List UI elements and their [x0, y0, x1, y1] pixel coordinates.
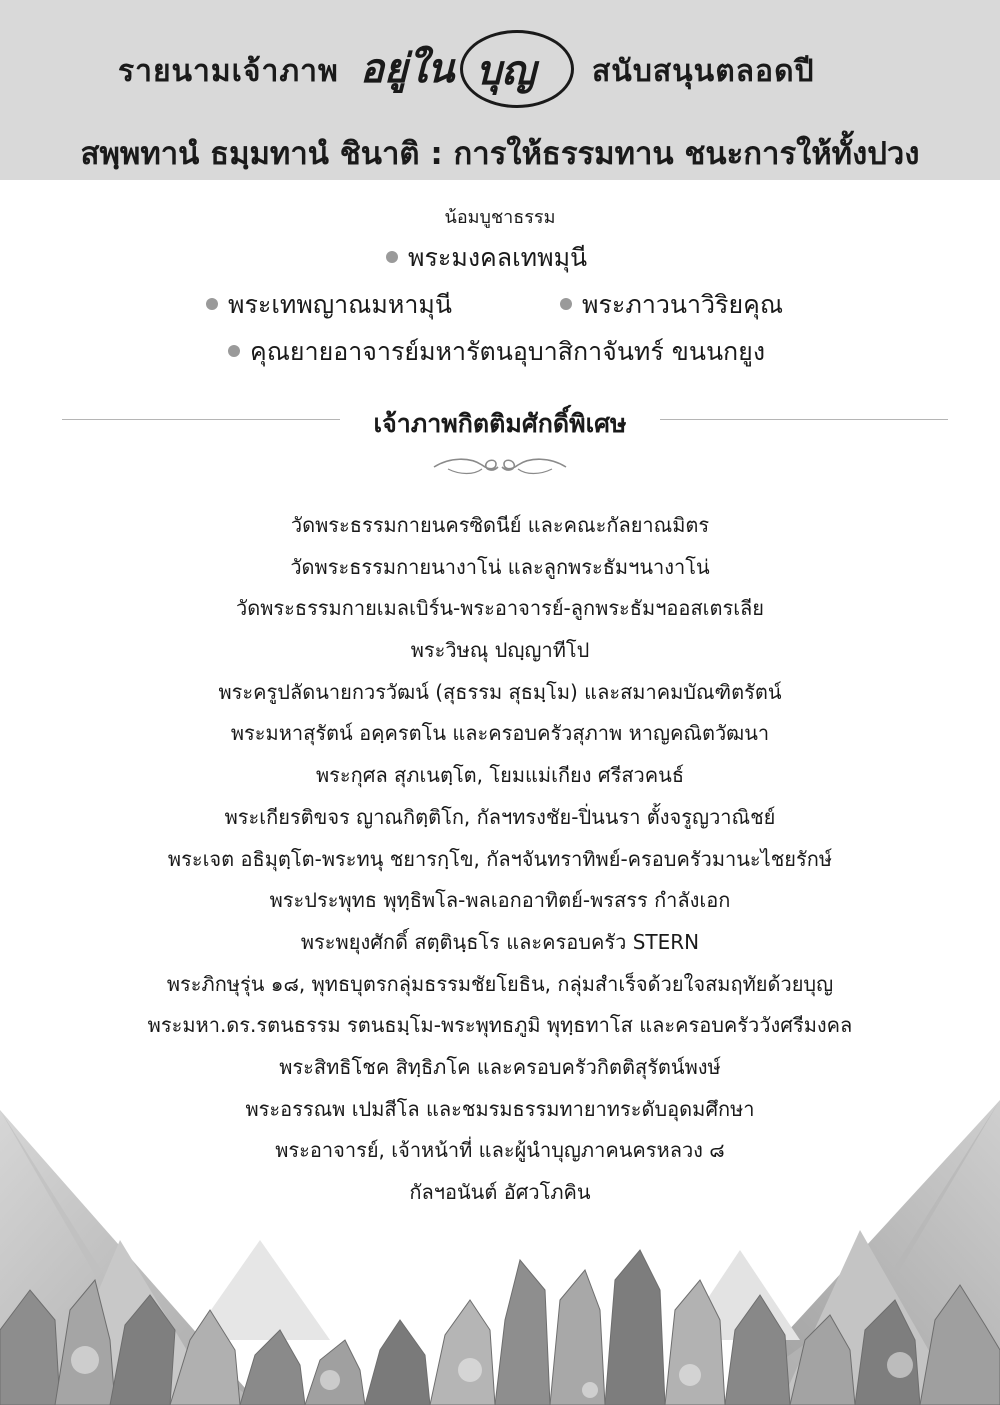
- sponsor-item: พระอรรณพ เปมสีโล และชมรมธรรมทายาทระดับอุดมศึกษา: [245, 1096, 755, 1121]
- header-title-row: [0, 40, 1000, 100]
- logo-text-b: บุญ: [476, 47, 536, 94]
- header-left-text: รายนามเจ้าภาพ: [118, 54, 339, 89]
- monk-name: พระเทพญาณมหามุนี: [228, 290, 452, 319]
- bullet-icon: [206, 298, 218, 310]
- monk-name: พระภาวนาวิริยคุณ: [582, 290, 784, 319]
- logo-text-a: อยู่ใน: [360, 45, 455, 92]
- devotion-label: น้อมบูชาธรรม: [444, 207, 556, 228]
- sponsor-list: [0, 507, 1000, 1216]
- bullet-icon: [228, 345, 240, 357]
- monk-item: [228, 332, 765, 372]
- sponsor-item: วัดพระธรรมกายนครซิดนีย์ และคณะกัลยาณมิตร: [290, 513, 710, 537]
- sponsor-item: วัดพระธรรมกายนางาโน่ และลูกพระธัมฯนางาโน่: [290, 554, 710, 579]
- bullet-icon: [386, 251, 398, 263]
- section-title: เจ้าภาพกิตติมศักดิ์พิเศษ: [373, 409, 627, 438]
- sponsor-item: พระกุศล สุภเนตฺโต, โยมแม่เกียง ศรีสวคนธ์: [315, 763, 685, 788]
- flourish-ornament-icon: [430, 455, 570, 477]
- monk-item: [386, 238, 587, 278]
- sponsor-item: กัลฯอนันต์ อัศวโภคิน: [409, 1180, 591, 1204]
- monk-item: [206, 285, 452, 325]
- sponsor-item: พระพยุงศักดิ์ สตฺตินฺธโร และครอบครัว STERN: [300, 929, 700, 954]
- bullet-icon: [560, 298, 572, 310]
- sponsor-item: วัดพระธรรมกายเมลเบิร์น-พระอาจารย์-ลูกพระธัมฯออสเตรเลีย: [235, 596, 765, 621]
- monk-name: พระมงคลเทพมุนี: [408, 243, 588, 272]
- sponsor-item: พระอาจารย์, เจ้าหน้าที่ และผู้นำบุญภาคนครหลวง ๘: [275, 1138, 725, 1163]
- motto: สพฺพทานํ ธมฺมทานํ ชินาติ : การให้ธรรมทาน ชนะการให้ทั้งปวง: [80, 136, 920, 172]
- sponsor-item: พระภิกษุรุ่น ๑๘, พุทธบุตรกลุ่มธรรมชัยโยธิน, กลุ่มสำเร็จด้วยใจสมฤทัยด้วยบุญ: [166, 971, 834, 996]
- sponsor-item: พระมหาสุรัตน์ อคฺครตโน และครอบครัวสุภาพ หาญคณิตวัฒนา: [230, 721, 770, 746]
- monk-item: [560, 285, 783, 325]
- sponsor-item: พระเกียรติขจร ญาณกิตฺติโก, กัลฯทรงชัย-ปิ่นนรา ตั้งจรูญวาณิชย์: [224, 804, 776, 829]
- sponsor-item: พระเจต อธิมุตฺโต-พระทนุ ชยารกฺโข, กัลฯจันทราทิพย์-ครอบครัวมานะไชยรักษ์: [167, 846, 833, 871]
- monk-name: คุณยายอาจารย์มหารัตนอุบาสิกาจันทร์ ขนนกยูง: [250, 337, 766, 366]
- sponsor-item: พระมหา.ดร.รตนธรรม รตนธมฺโม-พระพุทธภูมิ พุทฺธทาโส และครอบครัววังศรีมงคล: [147, 1013, 853, 1038]
- yoo-nai-boon-logo: [352, 28, 582, 108]
- sponsor-item: พระวิษณุ ปญฺญาทีโป: [410, 638, 590, 663]
- sponsor-item: พระประพุทธ พุทฺธิพโล-พลเอกอาทิตย์-พรสรร กำลังเอก: [269, 888, 731, 913]
- sponsor-item: พระครูปลัดนายกวรวัฒน์ (สุธรรม สุธมฺโม) และสมาคมบัณฑิตรัตน์: [218, 679, 782, 704]
- header-right-text: สนับสนุนตลอดปี: [592, 54, 815, 89]
- header-band: [0, 0, 1000, 180]
- sponsor-item: พระสิทธิโชค สิทฺธิภโค และครอบครัวกิตติสุรัตน์พงษ์: [279, 1054, 721, 1079]
